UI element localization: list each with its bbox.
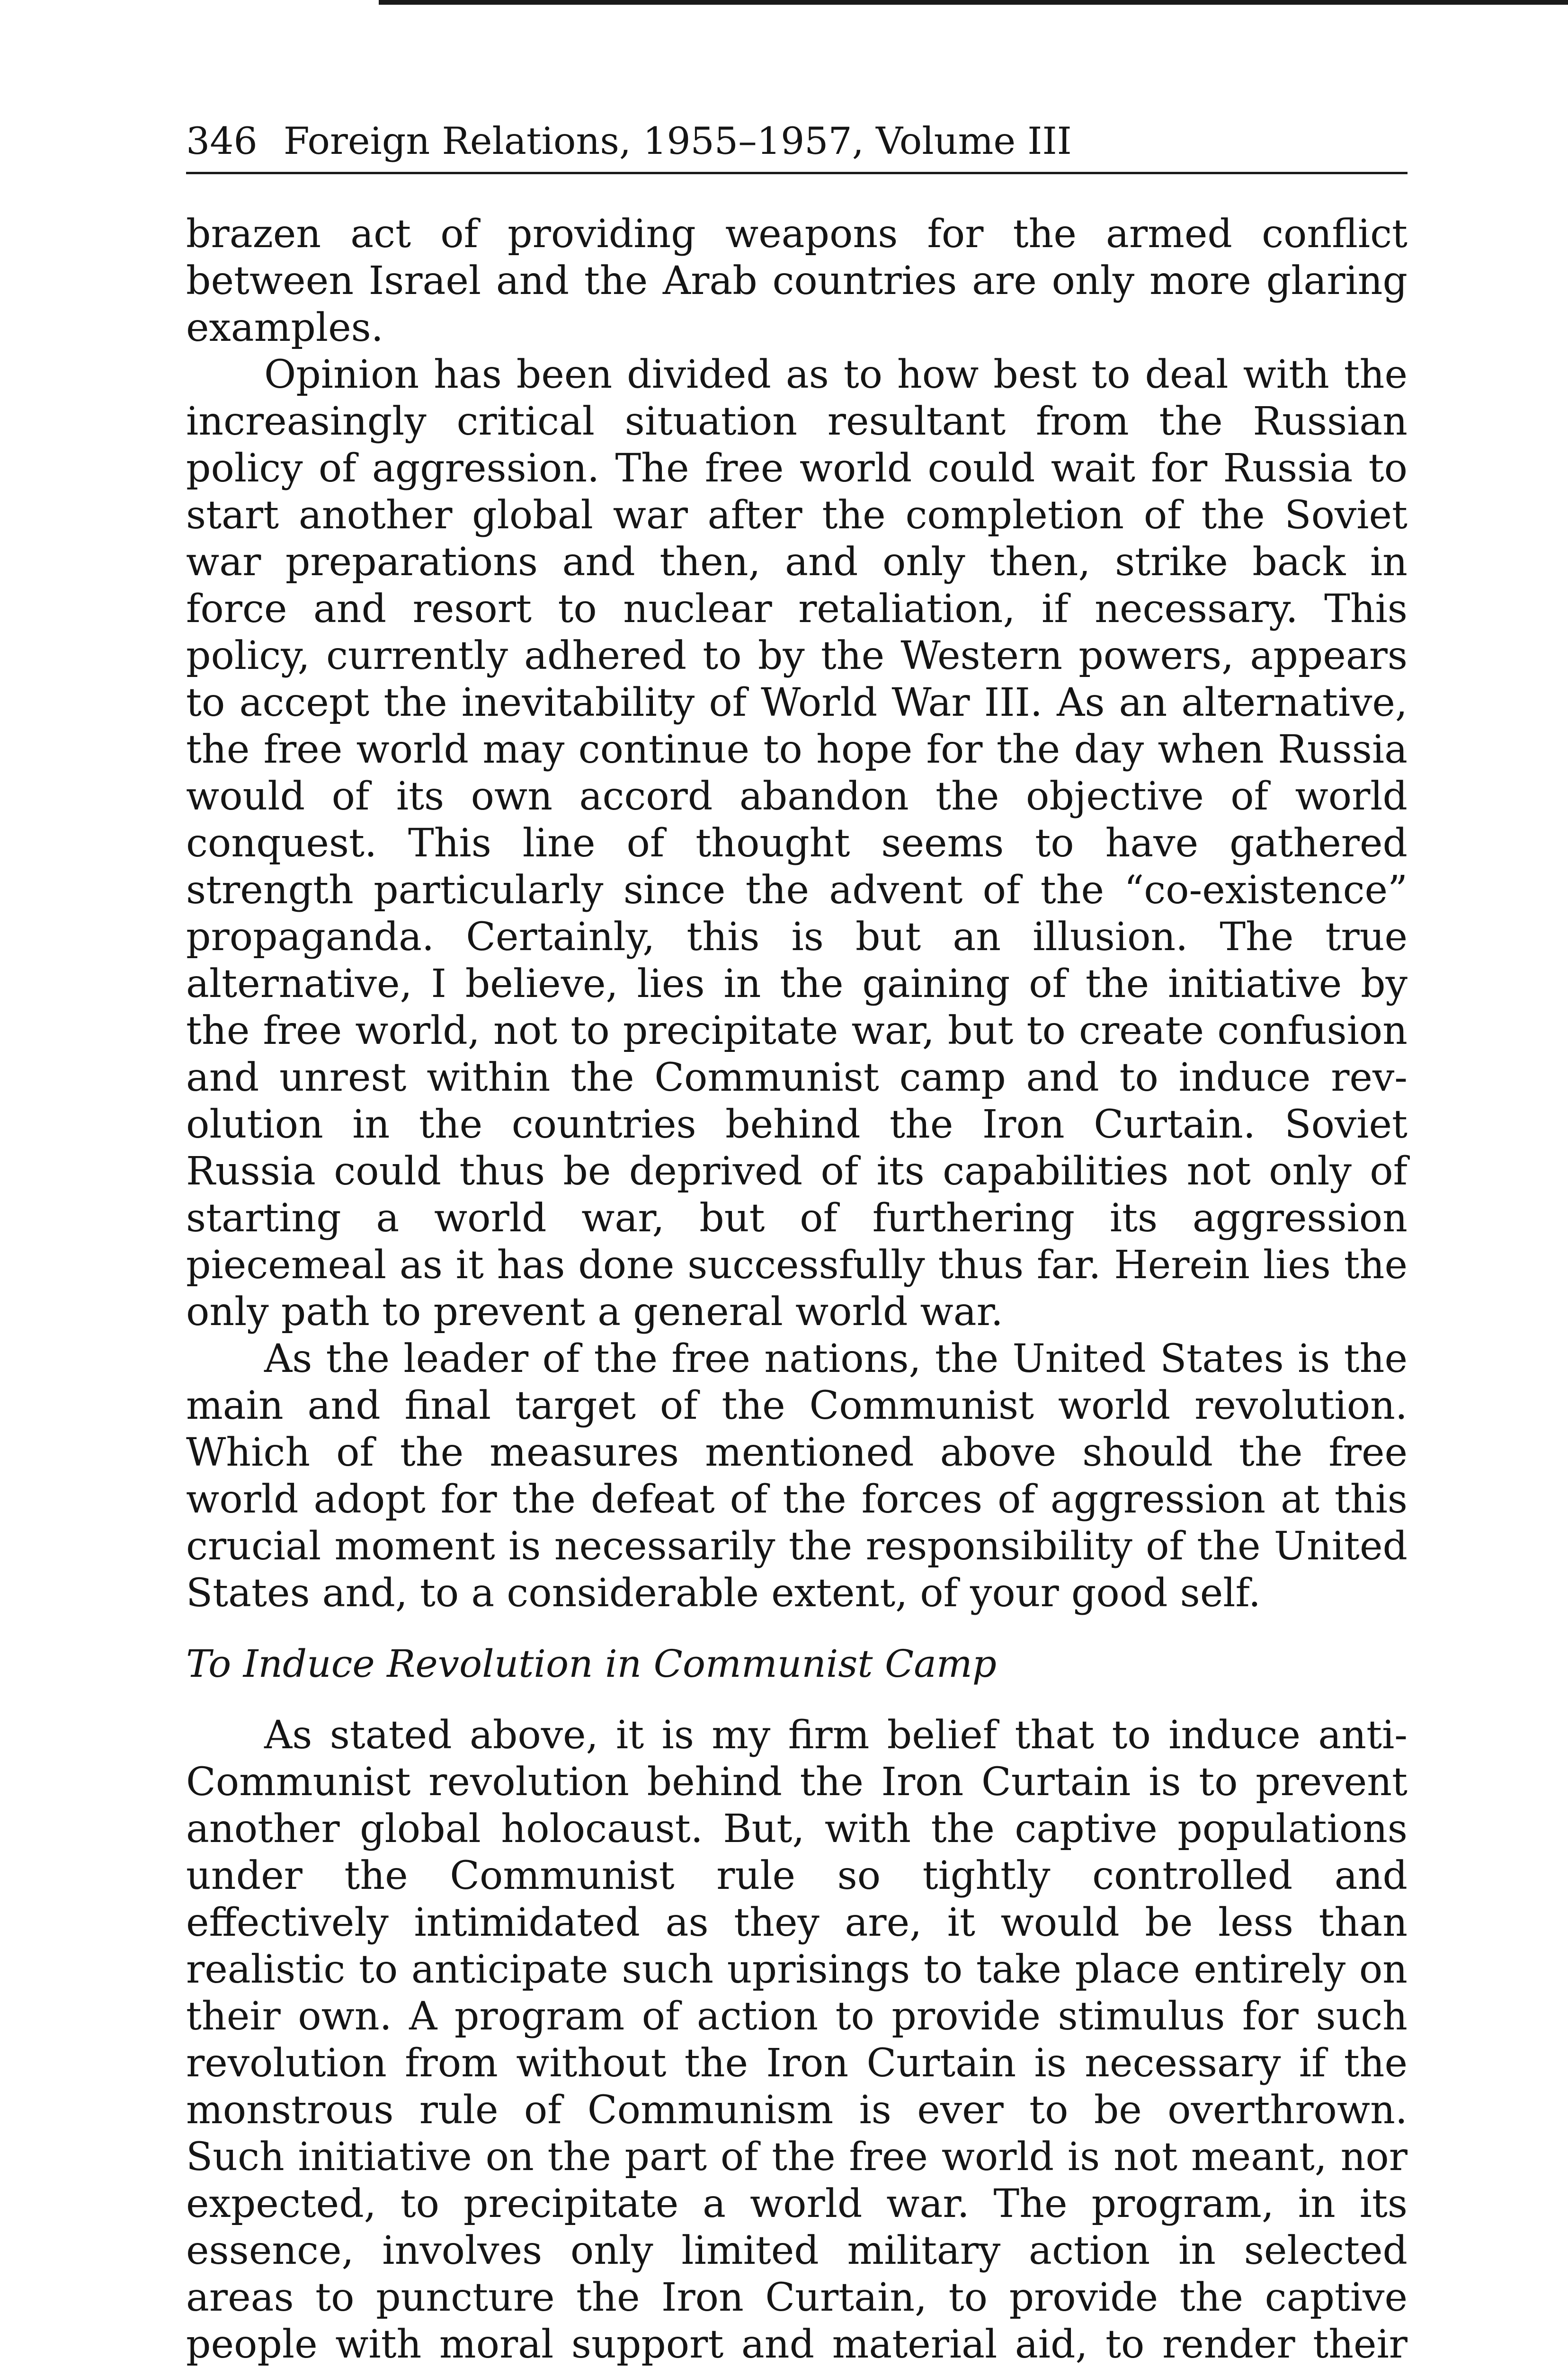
paragraph-continued: brazen act of providing weapons for the armed conflict between Israel and the Arab countries are only more glaring examples. <box>186 212 1408 350</box>
paragraph-leader: As the leader of the free nations, the United States is the main and final target of the Communist world revolution. Which of the measures mentioned above should the free world adopt for the defeat of the forces of aggression at this crucial moment is necessarily the responsibility of the United States and, to a considerable extent, of your good self. <box>186 1336 1408 1616</box>
page-number: 346 <box>186 119 258 163</box>
running-title: Foreign Relations, 1955–1957, Volume III <box>283 119 1072 163</box>
running-header <box>186 117 1408 174</box>
text-column <box>186 211 1408 2367</box>
paragraph-induce-revolution: As stated above, it is my firm belief that to induce anti-Communist revolution behind the Iron Curtain is to prevent another global holocaust. But, with the captive populations under the Communist rule so tightly controlled and effectively intimidated as they are, it would be less than realistic to anticipate such uprisings to take place entirely on their own. A program of action to provide stimulus for such revolution from without the Iron Curtain is necessary if the monstrous rule of Communism is ever to be overthrown. Such initiative on the part of the free world is not meant, nor expected, to precipitate a world war. The program, in its essence, involves only limited military action in selected areas to puncture the Iron Curtain, to provide the captive people with moral support and material aid, to render their <box>186 1713 1408 2367</box>
top-edge-rule <box>379 0 1568 5</box>
section-heading: To Induce Revolution in Communist Camp <box>186 1642 997 1686</box>
paragraph-opinion: Opinion has been divided as to how best to deal with the increasingly critical situation resultant from the Russian policy of aggression. The free world could wait for Russia to start another global war after the completion of the Soviet war preparations and then, and only then, strike back in force and resort to nuclear retaliation, if necessary. This policy, currently adhered to by the Western powers, appears to accept the inevitability of World War III. As an alternative, the free world may continue to hope for the day when Russia would of its own accord abandon the objective of world conquest. This line of thought seems to have gathered strength particularly since the advent of the “co-existence” propaganda. Certainly, this is but an illusion. The true alternative, I believe, lies in the gaining of the initiative by the free world, not to precipitate war, but to create confusion and unrest within the Communist camp and to induce revolution in the countries behind the Iron Curtain. Soviet Russia could thus be deprived of its capabilities not only of starting a world war, but of furthering its aggression piecemeal as it has done successfully thus far. Herein lies the only path to prevent a general world war. <box>186 352 1408 1335</box>
